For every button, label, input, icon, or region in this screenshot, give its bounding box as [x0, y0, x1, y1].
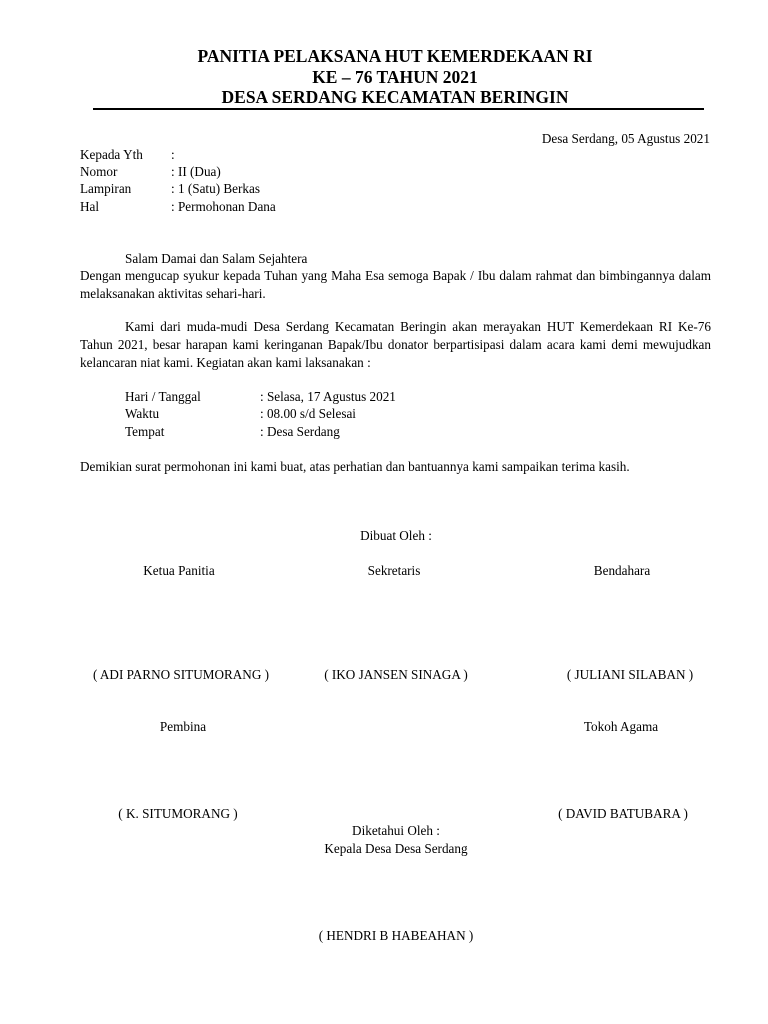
paragraph-2: Kami dari muda-mudi Desa Serdang Kecamatan Beringin akan merayakan HUT Kemerdekaan RI Ke-76 Tahun 2021, besar harapan kami keringanan Bapak/Ibu donator berpartisipasi dalam acara kami demi mewujudkan kelancaran niat kami. Kegiatan akan kami laksanakan :: [80, 319, 711, 370]
chair-title: Ketua Panitia: [143, 563, 215, 578]
closing-sentence: Demikian surat permohonan ini kami buat, atas perhatian dan bantuannya kami sampaikan terima kasih.: [80, 459, 630, 474]
paragraph-1: Dengan mengucap syukur kepada Tuhan yang Maha Esa semoga Bapak / Ibu dalam rahmat dan bimbingannya dalam melaksanakan aktivitas sehari-hari.: [80, 268, 711, 301]
meta-label-number: Nomor: [80, 164, 118, 179]
village-head-title: Kepala Desa Desa Serdang: [324, 841, 468, 856]
secretary-title: Sekretaris: [367, 563, 421, 578]
event-label-date: Hari / Tanggal: [125, 389, 201, 404]
treasurer-title: Bendahara: [593, 563, 651, 578]
place-date: Desa Serdang, 05 Agustus 2021: [541, 131, 710, 146]
header-line-3: DESA SERDANG KECAMATAN BERINGIN: [221, 87, 569, 107]
meta-value-attachment: : 1 (Satu) Berkas: [171, 181, 260, 196]
meta-label-attachment: Lampiran: [80, 181, 132, 196]
event-label-time: Waktu: [125, 406, 160, 421]
chair-name: ( ADI PARNO SITUMORANG ): [92, 667, 270, 682]
made-by-label: Dibuat Oleh :: [360, 528, 432, 543]
secretary-name: ( IKO JANSEN SINAGA ): [324, 667, 468, 682]
event-label-place: Tempat: [125, 424, 165, 439]
advisor-name: ( K. SITUMORANG ): [118, 806, 238, 821]
meta-value-recipient: :: [171, 147, 175, 162]
village-head-name: ( HENDRI B HABEAHAN ): [318, 928, 474, 943]
greeting: Salam Damai dan Salam Sejahtera: [125, 251, 308, 266]
header-line-2: KE – 76 TAHUN 2021: [312, 67, 478, 87]
event-value-time: : 08.00 s/d Selesai: [260, 406, 356, 421]
meta-value-number: : II (Dua): [171, 164, 221, 179]
religious-leader-name: ( DAVID BATUBARA ): [558, 806, 688, 821]
header-line-1: PANITIA PELAKSANA HUT KEMERDEKAAN RI: [197, 46, 593, 66]
event-value-date: : Selasa, 17 Agustus 2021: [260, 389, 396, 404]
meta-label-recipient: Kepada Yth: [80, 147, 143, 162]
acknowledged-by-label: Diketahui Oleh :: [352, 823, 440, 838]
meta-value-subject: : Permohonan Dana: [171, 199, 276, 214]
advisor-title: Pembina: [159, 719, 207, 734]
header-divider: [93, 108, 704, 110]
meta-label-subject: Hal: [80, 199, 100, 214]
treasurer-name: ( JULIANI SILABAN ): [566, 667, 694, 682]
religious-leader-title: Tokoh Agama: [583, 719, 659, 734]
event-value-place: : Desa Serdang: [260, 424, 340, 439]
